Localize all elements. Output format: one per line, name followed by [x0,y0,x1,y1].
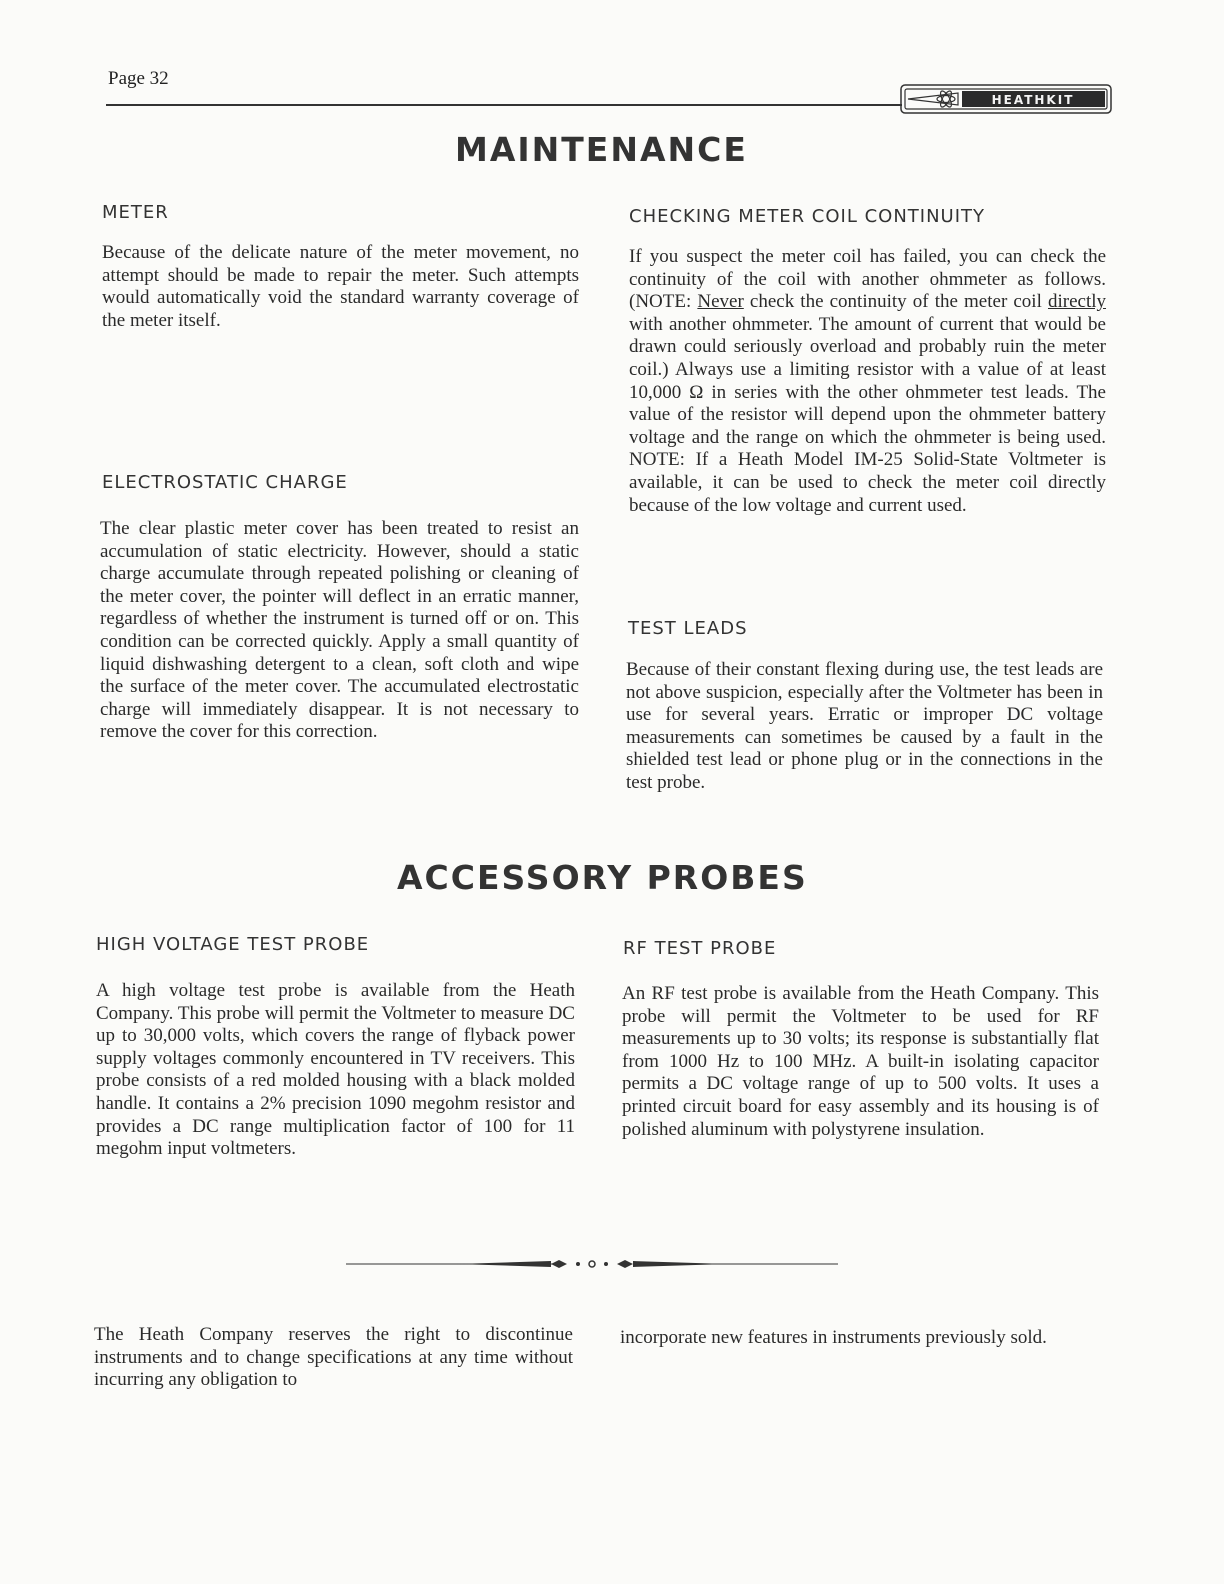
rf-probe-heading: RF TEST PROBE [623,938,777,959]
footer-text-right: incorporate new features in instruments previously sold. [620,1327,1047,1348]
coil-text [629,246,1106,517]
footer-text-left: The Heath Company reserves the right to discontinue instruments and to change specifications at any time without incurring any obligation to [94,1324,573,1391]
logo-text: HEATHKIT [991,93,1075,107]
coil-emphasis-directly: directly [1047,291,1107,313]
coil-heading: CHECKING METER COIL CONTINUITY [629,206,986,227]
maintenance-title: MAINTENANCE [455,130,748,169]
ornament-divider [346,1256,838,1272]
coil-text-part-1: If you suspect the meter coil has failed, you can check the continuity of the coil with another ohmmeter as follows. (NOTE: [629,246,1106,313]
logo-atom-icon [937,89,955,108]
accessory-probes-title: ACCESSORY PROBES [397,858,808,897]
test-leads-text: Because of their constant flexing during use, the test leads are not above suspicion, especially after the Voltmeter has been in use for several years. Erratic or improper DC voltage measurements can sometimes be caused by a fault in the shielded test lead or phone plug or in the connections in the test probe. [626,659,1103,793]
coil-text-part-3: with another ohmmeter. The amount of current that would be drawn could seriously overload and probably ruin the meter coil.) Always use a limiting resistor with a value of at least 10,000 Ω in series with the other ohmmeter test leads. The value of the resistor will depend upon the ohmmeter battery voltage and the range on which the ohmmeter is being used. NOTE: If a Heath Model IM-25 Solid-State Voltmeter is available, it can be used to check the meter coil directly because of the low voltage and current used. [629,313,1106,516]
header-rule [106,104,902,106]
hv-probe-heading: HIGH VOLTAGE TEST PROBE [96,934,370,955]
meter-heading: METER [102,202,169,223]
electrostatic-text: The clear plastic meter cover has been treated to resist an accumulation of static electricity. However, should a static charge accumulate through repeated polishing or cleaning of the meter cover, the pointer will deflect in an erratic manner, regardless of whether the instrument is turned off or on. This condition can be corrected quickly. Apply a small quantity of liquid dishwashing detergent to a clean, soft cloth and wipe the surface of the meter cover. The accumulated electrostatic charge will immediately disappear. It is not necessary to remove the cover for this correction. [100,518,579,743]
meter-text: Because of the delicate nature of the meter movement, no attempt should be made to repair the meter. Such attempts would automatically void the standard warranty coverage of the meter itself. [102,242,579,331]
hv-probe-text: A high voltage test probe is available from the Heath Company. This probe will permit the Voltmeter to measure DC up to 30,000 volts, which covers the range of flyback power supply voltages commonly encountered in TV receivers. This probe consists of a red molded housing with a black molded handle. It contains a 2% precision 1090 megohm resistor and provides a DC range multiplication factor of 100 for 11 megohm input voltmeters. [96,980,575,1160]
rf-probe-text: An RF test probe is available from the Heath Company. This probe will permit the Voltmeter to be used for RF measurements up to 30 volts; its response is substantially flat from 1000 Hz to 100 MHz. A built-in isolating capacitor permits a DC voltage range of up to 500 volts. It uses a printed circuit board for easy assembly and its housing is of polished aluminum with polystyrene insulation. [622,983,1099,1140]
electrostatic-heading: ELECTROSTATIC CHARGE [102,472,348,493]
heathkit-logo [900,84,1112,114]
coil-emphasis-never: Never [697,291,744,313]
coil-text-part-2: check the continuity of the meter coil [743,291,1048,313]
test-leads-heading: TEST LEADS [628,618,748,639]
page-number: Page 32 [108,68,169,89]
